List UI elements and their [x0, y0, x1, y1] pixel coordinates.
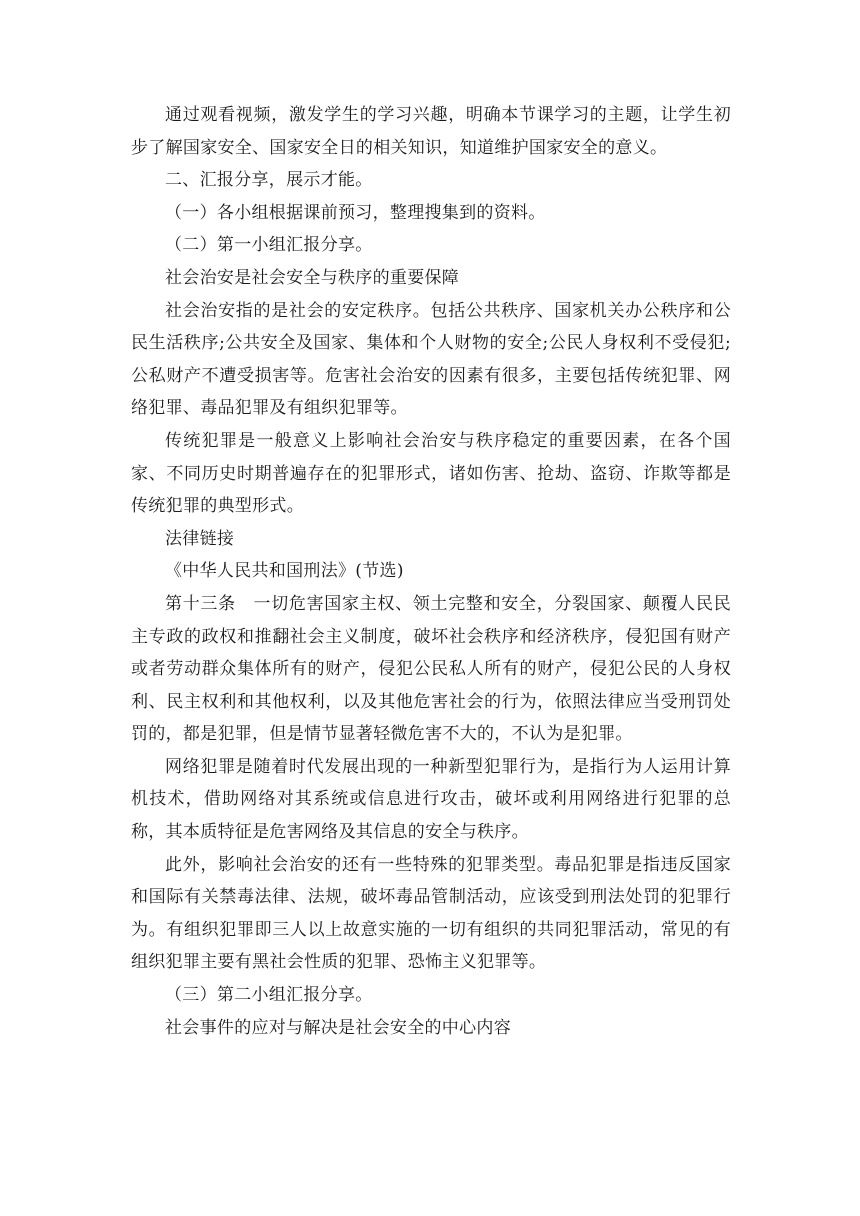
law-source-title: 《中华人民共和国刑法》(节选)	[165, 561, 404, 582]
paragraph-intro-summary: 通过观看视频，激发学生的学习兴趣，明确本节课学习的主题，让学生初步了解国家安全、国家安全日的相关知识，知道维护国家安全的意义。	[131, 105, 731, 158]
law-article-thirteen: 第十三条 一切危害国家主权、领土完整和安全，分裂国家、颠覆人民民主专政的政权和推翻社会主义制度，破坏社会秩序和经济秩序，侵犯国有财产或者劳动群众集体所有的财产，侵犯公民私人所有的财产，侵犯公民的人身权利、民主权利和其他权利，以及其他危害社会的行为，依照法律应当受刑罚处罚的，都是犯罪，但是情节显著轻微危害不大的，不认为是犯罪。	[131, 593, 731, 745]
paragraph-cyber-crime: 网络犯罪是随着时代发展出现的一种新型犯罪行为，是指行为人运用计算机技术，借助网络对其系统或信息进行攻击，破坏或利用网络进行犯罪的总称，其本质特征是危害网络及其信息的安全与秩序。	[131, 756, 731, 843]
document-body	[131, 99, 731, 1044]
step-three-group-two-report: （三）第二小组汇报分享。	[165, 985, 373, 1006]
heading-law-link: 法律链接	[165, 528, 235, 549]
paragraph-traditional-crime: 传统犯罪是一般意义上影响社会治安与秩序稳定的重要因素，在各个国家、不同历史时期普遍存在的犯罪形式，诸如伤害、抢劫、盗窃、诈欺等都是传统犯罪的典型形式。	[131, 430, 731, 517]
step-two-group-one-report: （二）第一小组汇报分享。	[165, 235, 373, 256]
section-heading-report-share: 二、汇报分享，展示才能。	[165, 170, 373, 191]
topic-heading-social-events: 社会事件的应对与解决是社会安全的中心内容	[165, 1017, 511, 1038]
paragraph-social-order-definition: 社会治安指的是社会的安定秩序。包括公共秩序、国家机关办公秩序和公民生活秩序;公共安全及国家、集体和个人财物的安全;公民人身权利不受侵犯;公私财产不遭受损害等。危害社会治安的因素有很多，主要包括传统犯罪、网络犯罪、毒品犯罪及有组织犯罪等。	[131, 300, 731, 419]
topic-heading-social-order: 社会治安是社会安全与秩序的重要保障	[165, 267, 460, 288]
step-one-prepare-materials: （一）各小组根据课前预习，整理搜集到的资料。	[165, 202, 546, 223]
paragraph-special-crimes: 此外，影响社会治安的还有一些特殊的犯罪类型。毒品犯罪是指违反国家和国际有关禁毒法律、法规，破坏毒品管制活动，应该受到刑法处罚的犯罪行为。有组织犯罪即三人以上故意实施的一切有组织的共同犯罪活动，常见的有组织犯罪主要有黑社会性质的犯罪、恐怖主义犯罪等。	[131, 854, 731, 973]
